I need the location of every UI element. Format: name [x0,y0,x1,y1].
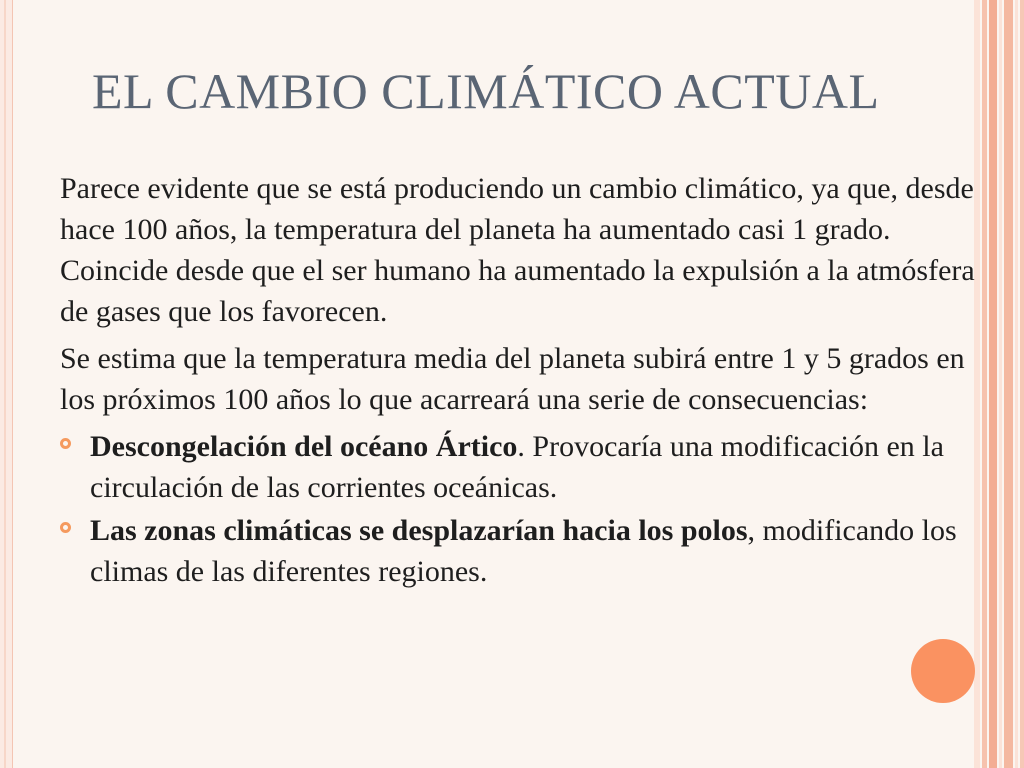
paragraph-2: Se estima que la temperatura media del planeta subirá entre 1 y 5 grados en los próximos 100 años lo que acarreará una serie de consecuencias: [60,342,965,416]
bullet-2-text: , modificando los climas de las diferentes regiones. [90,514,957,588]
bullet-1-bold: Descongelación del océano Ártico [90,430,518,463]
paragraph-1: Parece evidente que se está produciendo un cambio climático, ya que, desde hace 100 años, la temperatura del planeta ha aumentado casi 1 grado. Coincide desde que el ser humano ha aumentado la expulsión a la atmósfera de gases que los favorecen. [60,172,975,328]
slide-body [60,168,980,592]
bullet-item-2 [60,510,980,592]
bullet-ring-icon [60,438,71,449]
bullet-ring-icon [60,522,71,533]
bullet-item-1 [60,426,980,508]
slide-title: EL CAMBIO CLIMÁTICO ACTUAL [92,63,880,119]
left-border-decoration [0,0,13,768]
bullet-1-text: . Provocaría una modificación en la circulación de las corrientes oceánicas. [90,430,944,504]
right-stripes-decoration [974,0,1024,768]
bullet-2-bold: Las zonas climáticas se desplazarían hacia los polos [90,514,748,547]
orange-circle-decoration [911,639,975,703]
